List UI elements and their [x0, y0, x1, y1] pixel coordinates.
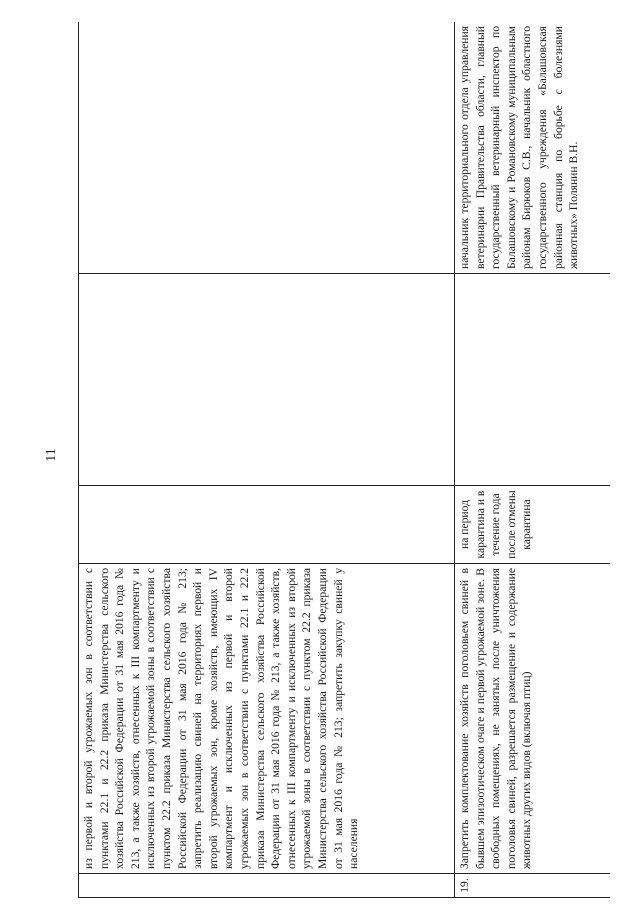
term-text — [79, 486, 455, 564]
row-number — [79, 874, 455, 898]
term-text: на период карантина и в течение года после отмены карантина — [455, 486, 611, 564]
page-number: 11 — [44, 448, 59, 462]
table-container — [78, 22, 610, 898]
empty-cell — [455, 274, 611, 486]
responsible-text — [79, 22, 455, 274]
empty-cell — [79, 274, 455, 486]
table-row — [79, 22, 455, 898]
table-row — [455, 22, 611, 898]
row-number: 19. — [455, 874, 611, 898]
measure-text: Запретить комплектование хозяйств поголовьем свиней в бывшем эпизоотическом очаге и первой угрожаемой зоне. В свободных помещениях, не занятых после уничтожения поголовья свиней, разрешается размещение и содержание животных других видов (включая птиц) — [455, 564, 611, 874]
measure-text: из первой и второй угрожаемых зон в соответствии с пунктами 22.1 и 22.2 приказа Министерства сельского хозяйства Российской Федерации от 31 мая 2016 года № 213, а также хозяйств, отнесенных к III компартменту и исключенных из второй угрожаемой зоны в соответствии с пунктом 22.2 приказа Министерства сельского хозяйства Российской Федерации от 31 мая 2016 года № 213; запретить реализацию свиней на территориях первой и второй угрожаемых зон, кроме хозяйств, имеющих IV компартмент и исключенных из первой и второй угрожаемых зон в соответствии с пунктами 22.1 и 22.2 приказа Министерства сельского хозяйства Российской Федерации от 31 мая 2016 года № 213, а также хозяйств, отнесенных к III компартменту и исключенных из второй угрожаемой зоны в соответствии с пунктом 22.2 приказа Министерства сельского хозяйства Российской Федерации от 31 мая 2016 года № 213; запретить закупку свиней у населения — [79, 564, 455, 874]
measures-table — [78, 22, 610, 898]
responsible-text: начальник территориального отдела управления ветеринарии Правительства области, главный государственный ветеринарный инспектор по Балашовскому и Романовскому муниципальным районам Бирюков С.В., начальник областного государственного учреждения «Балашовская районная станция по борьбе с болезнями животных» Полянин В.Н. — [455, 22, 611, 274]
